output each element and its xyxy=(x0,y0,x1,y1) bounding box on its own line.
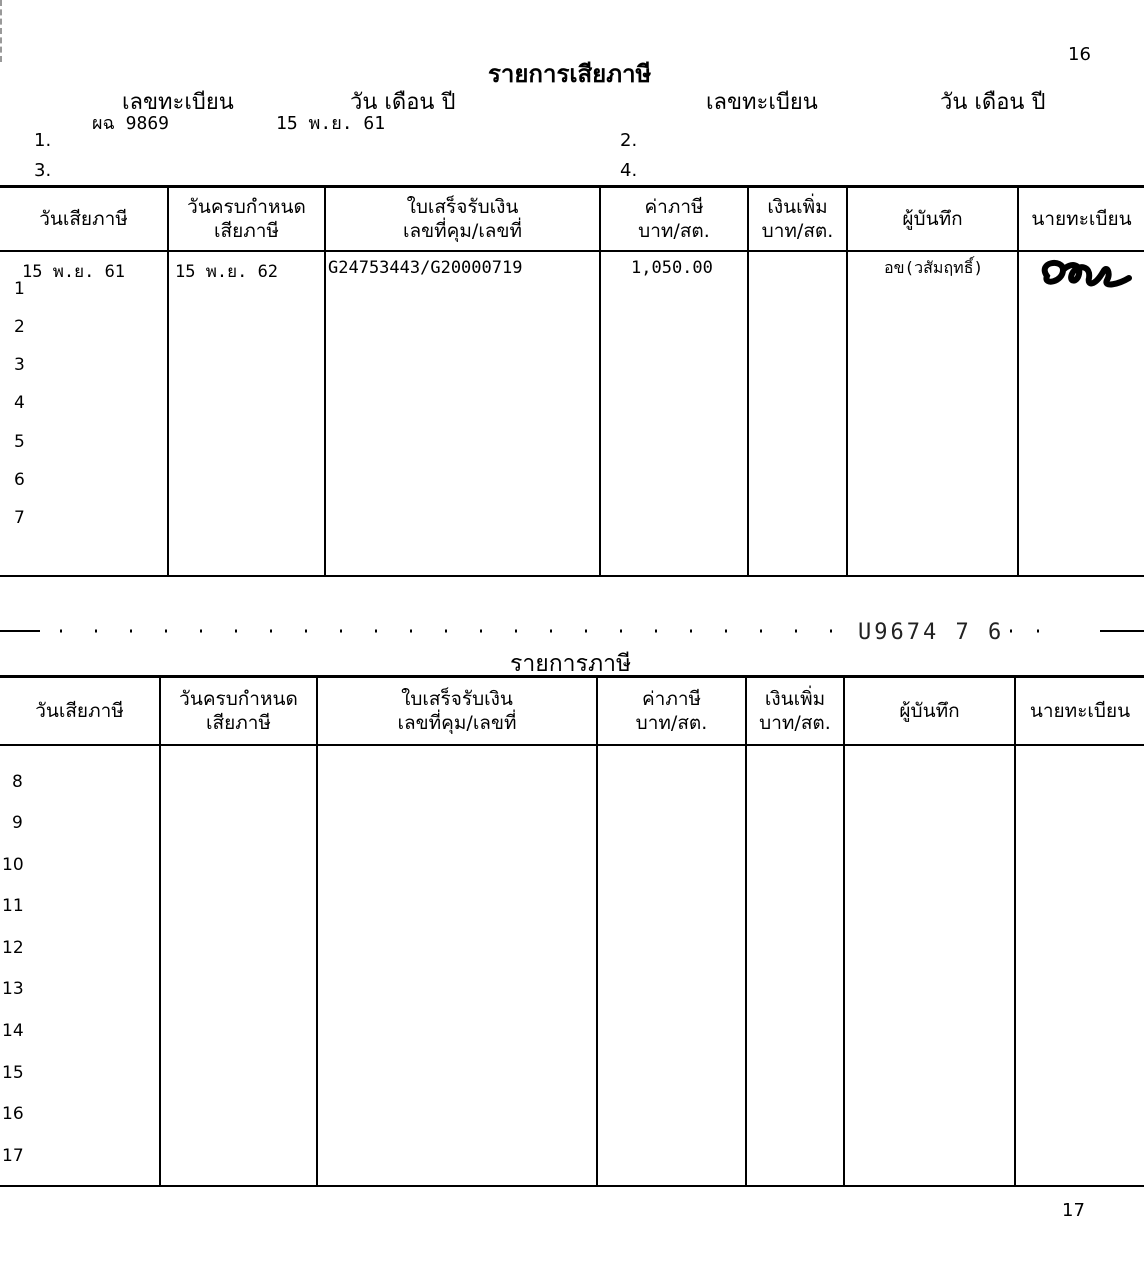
row-numbers-top xyxy=(14,270,25,538)
header-receipt: ใบเสร็จรับเงิน เลขที่คุม/เลขที่ xyxy=(317,677,597,745)
page-edge-mark xyxy=(0,0,2,62)
row-number: 10 xyxy=(2,854,24,875)
header-tax: ค่าภาษี บาท/สต. xyxy=(600,187,748,251)
col-extra xyxy=(746,745,844,1186)
row1-pay-date: 15 พ.ย. 61 xyxy=(22,261,126,282)
row1-due-date: 15 พ.ย. 62 xyxy=(175,261,279,282)
row-number: 1 xyxy=(14,278,25,299)
item-number-4: 4. xyxy=(620,160,638,181)
item-number-3: 3. xyxy=(34,160,52,181)
row-number: 7 xyxy=(14,508,25,529)
header-due-date: วันครบกำหนด เสียภาษี xyxy=(168,187,325,251)
col-due-date xyxy=(168,251,325,576)
row-number: 5 xyxy=(14,431,25,452)
entry-date: 15 พ.ย. 61 xyxy=(276,113,386,134)
header-extra: เงินเพิ่ม บาท/สต. xyxy=(748,187,847,251)
col-pay-date xyxy=(0,745,160,1186)
col-recorder xyxy=(844,745,1015,1186)
header-registrar: นายทะเบียน xyxy=(1018,187,1144,251)
label-reg-no-right: เลขทะเบียน xyxy=(706,90,818,115)
header-receipt: ใบเสร็จรับเงิน เลขที่คุม/เลขที่ xyxy=(325,187,600,251)
col-extra xyxy=(748,251,847,576)
header-tax: ค่าภาษี บาท/สต. xyxy=(597,677,746,745)
col-tax xyxy=(597,745,746,1186)
row-number: 4 xyxy=(14,393,25,414)
col-receipt xyxy=(317,745,597,1186)
row-numbers-bottom xyxy=(2,762,24,1178)
row-number: 2 xyxy=(14,316,25,337)
table-header-row xyxy=(0,187,1144,251)
col-registrar xyxy=(1015,745,1144,1186)
section-title-top: รายการเสียภาษี xyxy=(488,60,652,88)
page-number-bottom: 17 xyxy=(1062,1200,1085,1221)
row-number: 17 xyxy=(2,1145,24,1166)
header-pay-date: วันเสียภาษี xyxy=(0,187,168,251)
row-number: 6 xyxy=(14,469,25,490)
row1-recorder: อข(วสัมฤทธิ์) xyxy=(884,257,984,277)
item-number-2: 2. xyxy=(620,130,638,151)
entry-reg-no: ผฉ 9869 xyxy=(92,113,169,134)
col-registrar xyxy=(1018,251,1144,576)
col-receipt xyxy=(325,251,600,576)
tax-table-top xyxy=(0,185,1144,577)
row-number: 3 xyxy=(14,355,25,376)
serial-stamp: U9674 7 6 xyxy=(858,620,1005,645)
row-number: 12 xyxy=(2,937,24,958)
page-number-top: 16 xyxy=(1068,44,1091,65)
header-recorder: ผู้บันทึก xyxy=(844,677,1015,745)
table-header-row xyxy=(0,677,1144,745)
row-number: 9 xyxy=(12,813,23,834)
col-recorder xyxy=(847,251,1018,576)
header-extra: เงินเพิ่ม บาท/สต. xyxy=(746,677,844,745)
header-pay-date: วันเสียภาษี xyxy=(0,677,160,745)
item-number-1: 1. xyxy=(34,130,52,151)
label-reg-no-left: เลขทะเบียน xyxy=(122,90,234,115)
col-due-date xyxy=(160,745,317,1186)
section-title-bottom: รายการภาษี xyxy=(510,651,632,677)
col-tax xyxy=(600,251,748,576)
row-number: 14 xyxy=(2,1021,24,1042)
header-recorder: ผู้บันทึก xyxy=(847,187,1018,251)
row-number: 11 xyxy=(2,896,24,917)
registrar-signature xyxy=(1033,256,1133,292)
label-date-left: วัน เดือน ปี xyxy=(350,90,456,115)
row-number: 15 xyxy=(2,1062,24,1083)
col-pay-date xyxy=(0,251,168,576)
table-body-row xyxy=(0,251,1144,576)
row1-receipt: G24753443/G20000719 xyxy=(328,257,523,278)
row-number: 16 xyxy=(2,1104,24,1125)
table-body-row xyxy=(0,745,1144,1186)
label-date-right: วัน เดือน ปี xyxy=(940,90,1046,115)
row1-tax: 1,050.00 xyxy=(631,257,713,278)
tax-table-bottom xyxy=(0,675,1144,1187)
header-registrar: นายทะเบียน xyxy=(1015,677,1144,745)
row-number: 13 xyxy=(2,979,24,1000)
row-number: 8 xyxy=(12,771,23,792)
header-due-date: วันครบกำหนด เสียภาษี xyxy=(160,677,317,745)
